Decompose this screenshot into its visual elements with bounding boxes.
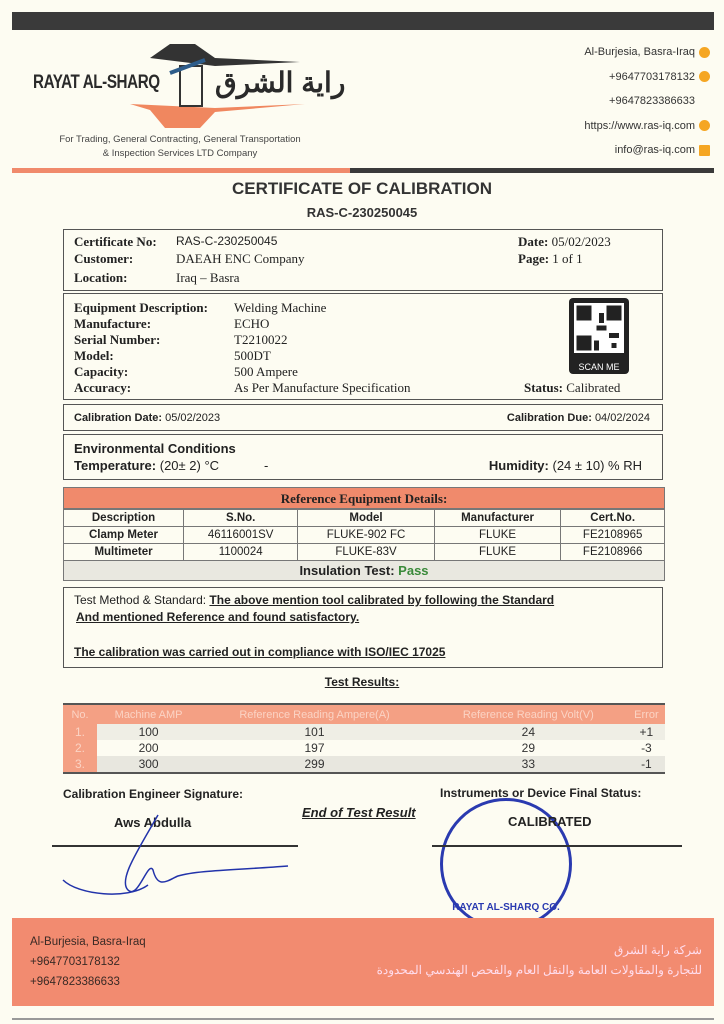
footer-phone-1: +9647703178132 (30, 956, 120, 968)
website-link[interactable]: https://www.ras-iq.com (584, 119, 695, 132)
results-header-row (63, 705, 665, 724)
page-label: Page: (518, 251, 550, 266)
footer-ar-2: للتجارة والمقاولات العامة والنقل العام والفحص الهندسي المحدودة (376, 963, 702, 977)
qr-code[interactable] (569, 298, 629, 374)
final-status-value: CALIBRATED (508, 814, 592, 829)
divider-orange (12, 168, 350, 173)
bottom-line (12, 1018, 714, 1020)
final-status-label: Instruments or Device Final Status: (440, 786, 642, 800)
cert-no-value: RAS-C-230250045 (176, 234, 278, 248)
cell: 2. (63, 740, 97, 756)
environment-box (63, 434, 663, 480)
reference-table (63, 509, 665, 561)
method-text-1: The above mention tool calibrated by following the Standard (209, 593, 555, 607)
footer-contact (30, 932, 146, 992)
certificate-code: RAS-C-230250045 (306, 205, 418, 220)
brand-name-en: RAYAT AL-SHARQ (33, 72, 160, 93)
cell: FE2108966 (561, 544, 665, 561)
reference-equipment (63, 487, 665, 581)
customer-value: DAEAH ENC Company (176, 251, 305, 266)
temperature-value: (20± 2) °C (159, 458, 220, 473)
insulation-value: Pass (398, 563, 429, 578)
col-ref-ampere: Reference Reading Ampere(A) (200, 705, 429, 724)
certificate-title: CERTIFICATE OF CALIBRATION (231, 179, 492, 198)
cell: FE2108965 (561, 527, 665, 544)
serial-value: T2210022 (234, 332, 288, 347)
table-row (63, 756, 665, 772)
end-of-test-result: End of Test Result (302, 805, 416, 820)
cell: 1. (63, 724, 97, 740)
insulation-test (63, 561, 665, 581)
equipment-labels (74, 300, 208, 396)
phone-2: +9647823386633 (609, 95, 695, 107)
desc-label: Equipment Description: (74, 300, 208, 315)
address: Al-Burjesia, Basra-Iraq (584, 46, 695, 58)
date-value: 05/02/2023 (551, 234, 611, 249)
calibration-due-label: Calibration Due: (506, 412, 592, 424)
col-sno: S.No. (184, 510, 298, 527)
col-certno: Cert.No. (561, 510, 665, 527)
reference-heading: Reference Equipment Details: (63, 487, 665, 509)
cell: 24 (429, 724, 628, 740)
test-results-heading: Test Results: (324, 675, 400, 689)
footer-arabic (377, 940, 702, 980)
table-row (63, 724, 665, 740)
mail-icon (699, 145, 710, 156)
qr-code-icon (574, 303, 624, 353)
certificate-info-box (63, 229, 663, 291)
stamp-text: RAYAT AL-SHARQ CO. (452, 902, 560, 913)
test-results (63, 703, 665, 774)
test-method-box (63, 587, 663, 668)
location-pin-icon (699, 47, 710, 58)
phone-icon (699, 71, 710, 82)
separator-dash: - (264, 458, 269, 473)
col-manufacturer: Manufacturer (434, 510, 561, 527)
cell: Multimeter (64, 544, 184, 561)
table-row (63, 740, 665, 756)
cell: 1100024 (184, 544, 298, 561)
cell: 101 (200, 724, 429, 740)
col-error: Error (628, 705, 665, 724)
divider-dark (350, 168, 714, 173)
serial-label: Serial Number: (74, 332, 161, 347)
col-ref-volt: Reference Reading Volt(V) (429, 705, 628, 724)
cell: 3. (63, 756, 97, 772)
temperature-label: Temperature: (74, 458, 157, 473)
tagline-1: For Trading, General Contracting, General Transportation (59, 134, 301, 145)
reference-header-row (64, 510, 665, 527)
tagline-2: & Inspection Services LTD Company (102, 148, 258, 159)
compliance-text: The calibration was carried out in compliance with ISO/IEC 17025 (74, 645, 446, 659)
status-label: Status: (524, 380, 564, 395)
cell: 46116001SV (184, 527, 298, 544)
desc-value: Welding Machine (234, 300, 327, 315)
brand-name-ar: راية الشرق (215, 67, 346, 98)
location-label: Location: (74, 270, 128, 285)
col-machine-amp: Machine AMP (97, 705, 200, 724)
cell: 197 (304, 741, 325, 755)
location-value: Iraq – Basra (176, 270, 240, 285)
humidity-label: Humidity: (488, 458, 549, 473)
humidity-value: (24 ± 10) % RH (552, 458, 642, 473)
email-link[interactable]: info@ras-iq.com (614, 144, 695, 156)
top-bar (12, 12, 714, 30)
cell: FLUKE-83V (298, 544, 434, 561)
cell: 300 (97, 756, 200, 772)
results-table (63, 705, 665, 772)
insulation-label: Insulation Test: (299, 563, 395, 578)
method-label: Test Method & Standard: (74, 593, 207, 607)
phone-1: +9647703178132 (609, 70, 695, 83)
equipment-values (234, 300, 411, 396)
cell: FLUKE-902 FC (298, 527, 434, 544)
cell: 299 (200, 756, 429, 772)
cell: FLUKE (434, 544, 561, 561)
scan-me-label: SCAN ME (578, 362, 620, 372)
calibration-date-label: Calibration Date: (74, 412, 163, 424)
cell: FLUKE (434, 527, 561, 544)
date-label: Date: (518, 234, 549, 249)
calibration-due-value: 04/02/2024 (594, 412, 650, 424)
page-value: 1 of 1 (552, 251, 583, 266)
cell: +1 (628, 724, 665, 740)
engineer-name: Aws Abdulla (114, 815, 192, 830)
capacity-value: 500 Ampere (234, 364, 298, 379)
accuracy-value: As Per Manufacture Specification (234, 380, 411, 395)
status-line (432, 845, 682, 847)
globe-icon (699, 120, 710, 131)
col-model: Model (298, 510, 434, 527)
footer-ar-1: شركة راية الشرق (613, 943, 702, 957)
cell: -1 (628, 756, 665, 772)
capacity-label: Capacity: (74, 364, 129, 379)
footer-phone-2: +9647823386633 (30, 976, 120, 988)
method-text-2: And mentioned Reference and found satisfactory. (76, 610, 360, 624)
col-description: Description (64, 510, 184, 527)
footer (12, 918, 714, 1006)
environment-heading: Environmental Conditions (74, 441, 236, 456)
customer-label: Customer: (74, 251, 134, 266)
contact-block (584, 40, 710, 163)
manufacture-value: ECHO (234, 316, 270, 331)
table-row (64, 544, 665, 561)
cell: 200 (138, 741, 159, 755)
cert-no-label: Certificate No: (74, 234, 157, 249)
status-value: Calibrated (566, 380, 621, 395)
model-value: 500DT (234, 348, 271, 363)
manufacture-label: Manufacture: (74, 316, 152, 331)
cell: 33 (429, 756, 628, 772)
equipment-box (63, 293, 663, 400)
calibration-dates-box (63, 404, 663, 431)
cell: Clamp Meter (64, 527, 184, 544)
col-no: No. (63, 705, 97, 724)
accuracy-label: Accuracy: (74, 380, 132, 395)
engineer-signature-label: Calibration Engineer Signature: (63, 787, 244, 801)
cell: 29 (521, 741, 535, 755)
cell: -3 (641, 741, 652, 755)
cell: 100 (97, 724, 200, 740)
tagline (30, 133, 330, 161)
calibration-date-value: 05/02/2023 (165, 412, 221, 424)
table-row (64, 527, 665, 544)
handwritten-signature (58, 810, 298, 905)
model-label: Model: (74, 348, 114, 363)
footer-address: Al-Burjesia, Basra-Iraq (30, 936, 146, 948)
